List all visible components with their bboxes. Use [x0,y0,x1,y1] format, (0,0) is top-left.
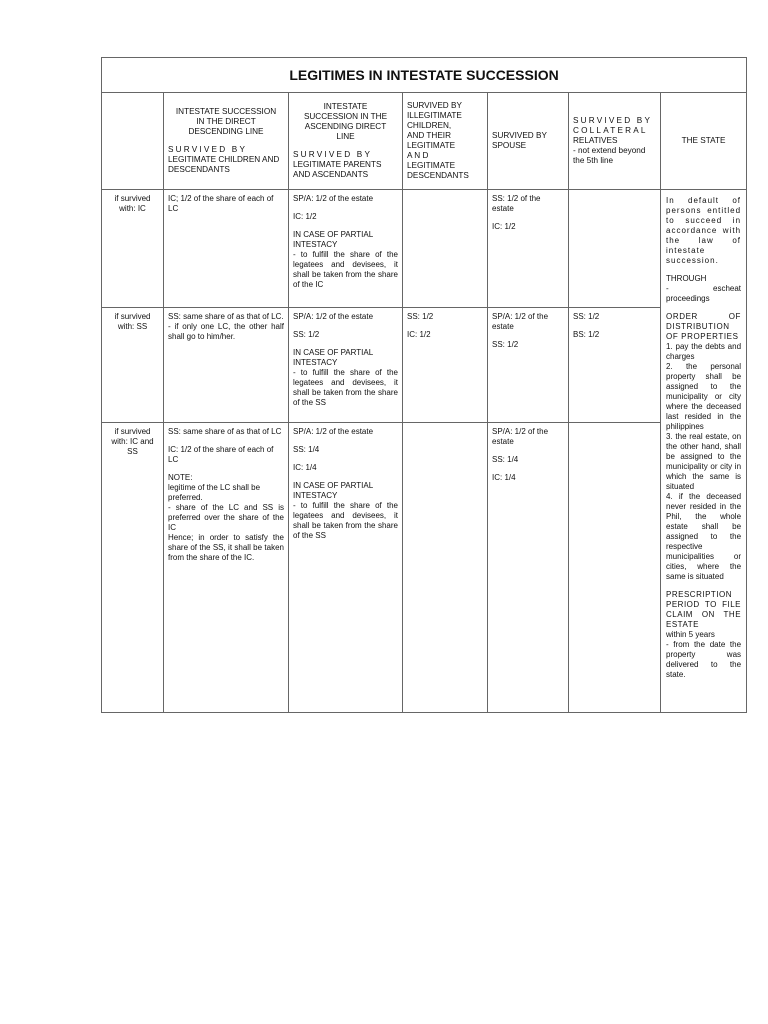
state-text: within 5 years [666,630,715,639]
cell-text: - if only one LC, the other half shall go to him/her. [168,322,284,341]
row-cell [289,190,403,308]
cell-text: IN CASE OF PARTIAL INTESTACY [293,230,373,249]
cell-text: SP/A: 1/2 of the estate [492,312,549,331]
table-row [102,308,747,423]
header-text: - not extend beyond the 5th line [573,146,646,165]
cell-text: SP/A: 1/2 of the estate [293,427,374,436]
header-sub: SURVIVED BY [168,145,248,154]
cell-text: IN CASE OF PARTIAL INTESTACY [293,481,373,500]
state-text: PRESCRIPTION PERIOD TO FILE CLAIM ON THE ESTATE [666,590,742,629]
cell-text: SS: 1/2 [573,312,600,321]
header-text: CHILDREN, [407,121,452,130]
cell-text: Hence; in order to satisfy the share of the SS, it shall be taken from the share of the IC. [168,533,284,562]
state-text: ORDER OF DISTRIBUTION OF PROPERTIES [666,312,742,341]
row-cell [403,308,488,423]
header-illegitimate-children [403,93,488,190]
state-cell [661,190,747,713]
header-sub: LEGITIMATE CHILDREN AND DESCENDANTS [168,155,280,174]
header-text: INTESTATE SUCCESSION [175,107,277,116]
header-text: LEGITIMATE [407,141,456,150]
row-cell [488,308,569,423]
header-text: SURVIVED BY COLLATERAL [573,116,652,135]
row-cell [569,190,661,308]
header-text: AND THEIR [407,131,451,140]
table-row [102,423,747,713]
row-cell [569,423,661,713]
cell-text: legitime of the LC shall be preferred. [168,483,261,502]
cell-text: SP/A: 1/2 of the estate [293,194,374,203]
row-cell [289,308,403,423]
header-descending-line [164,93,289,190]
header-row [102,93,747,190]
row-cell [488,190,569,308]
header-text: INTESTATE [323,102,368,111]
cell-text: SS: 1/2 of the estate [492,194,541,213]
cell-text: SS: 1/2 [407,312,434,321]
row-cell [289,423,403,713]
cell-text: SS: same share of as that of LC [168,427,282,436]
cell-text: BS: 1/2 [573,330,600,339]
cell-text: IN CASE OF PARTIAL INTESTACY [293,348,373,367]
cell-text: IC: 1/2 [293,212,317,221]
cell-text: - to fulfill the share of the legatees and devisees, it shall be taken from the share of the SS [293,368,398,407]
cell-text: IC; 1/2 of the share of each of LC [168,194,274,213]
cell-text: - share of the LC and SS is preferred over the share of the IC [168,503,284,532]
cell-text: NOTE: [168,473,193,482]
header-text: SURVIVED BY [407,101,462,110]
state-text: 3. the real estate, on the other hand, shall be assigned to the municipality or city in which the same is situated [666,432,742,491]
cell-text: IC: 1/4 [492,473,516,482]
state-text: - from the date the property was delivered to the state. [666,640,742,679]
header-empty [102,93,164,190]
header-text: A N D [407,151,429,160]
state-text: 1. pay the debts and charges [666,342,742,361]
row-label: if survived with: SS [102,308,164,423]
header-text: SUCCESSION IN THE [303,112,388,121]
header-text: LEGITIMATE [407,161,456,170]
row-cell [164,190,289,308]
header-text: LINE [336,132,355,141]
row-cell [403,190,488,308]
cell-text: SS: 1/2 [293,330,320,339]
cell-text: SS: 1/4 [492,455,519,464]
cell-text: - to fulfill the share of the legatees and devisees, it shall be taken from the share of the IC [293,250,398,289]
header-spouse: SURVIVED BY SPOUSE [488,93,569,190]
row-cell [164,308,289,423]
cell-text: IC: 1/4 [293,463,317,472]
cell-text: SS: 1/4 [293,445,320,454]
row-cell [403,423,488,713]
row-cell [569,308,661,423]
header-text: ILLEGITIMATE [407,111,462,120]
cell-text: IC: 1/2 [492,222,516,231]
state-text: In default of persons entitled to succeed in accordance with the law of intestate succession. [666,196,742,265]
header-text: DESCENDING LINE [188,127,264,136]
table-title: LEGITIMES IN INTESTATE SUCCESSION [102,58,747,93]
header-text: IN THE DIRECT [196,117,256,126]
cell-text: IC: 1/2 [407,330,431,339]
cell-text: IC: 1/2 of the share of each of LC [168,445,274,464]
header-text: RELATIVES [573,136,618,145]
header-ascending-line [289,93,403,190]
header-sub: SURVIVED BY [293,150,373,159]
cell-text: SS: 1/2 [492,340,519,349]
row-label: if survived with: IC [102,190,164,308]
cell-text: - to fulfill the share of the legatees and devisees, it shall be taken from the share of the SS [293,501,398,540]
cell-text: SP/A: 1/2 of the estate [293,312,374,321]
header-text: ASCENDING DIRECT [304,122,387,131]
header-collateral-relatives [569,93,661,190]
row-label: if survived with: IC and SS [102,423,164,713]
state-text: 2. the personal property shall be assigned to the municipality or city where the deceased last resided in the philippines [666,362,742,431]
state-text: - escheat proceedings [666,284,742,303]
cell-text: SP/A: 1/2 of the estate [492,427,549,446]
header-text: DESCENDANTS [407,171,469,180]
header-state: THE STATE [661,93,747,190]
row-cell [488,423,569,713]
table-row [102,190,747,308]
state-text: THROUGH [666,274,707,283]
header-sub: LEGITIMATE PARENTS AND ASCENDANTS [293,160,382,179]
state-text: 4. if the deceased never resided in the Phil, the whole estate shall be assigned to the respective municipalities or cities, where the same is situated [666,492,742,581]
row-cell [164,423,289,713]
legitimes-table [101,57,747,713]
cell-text: SS: same share of as that of LC. [168,312,284,321]
